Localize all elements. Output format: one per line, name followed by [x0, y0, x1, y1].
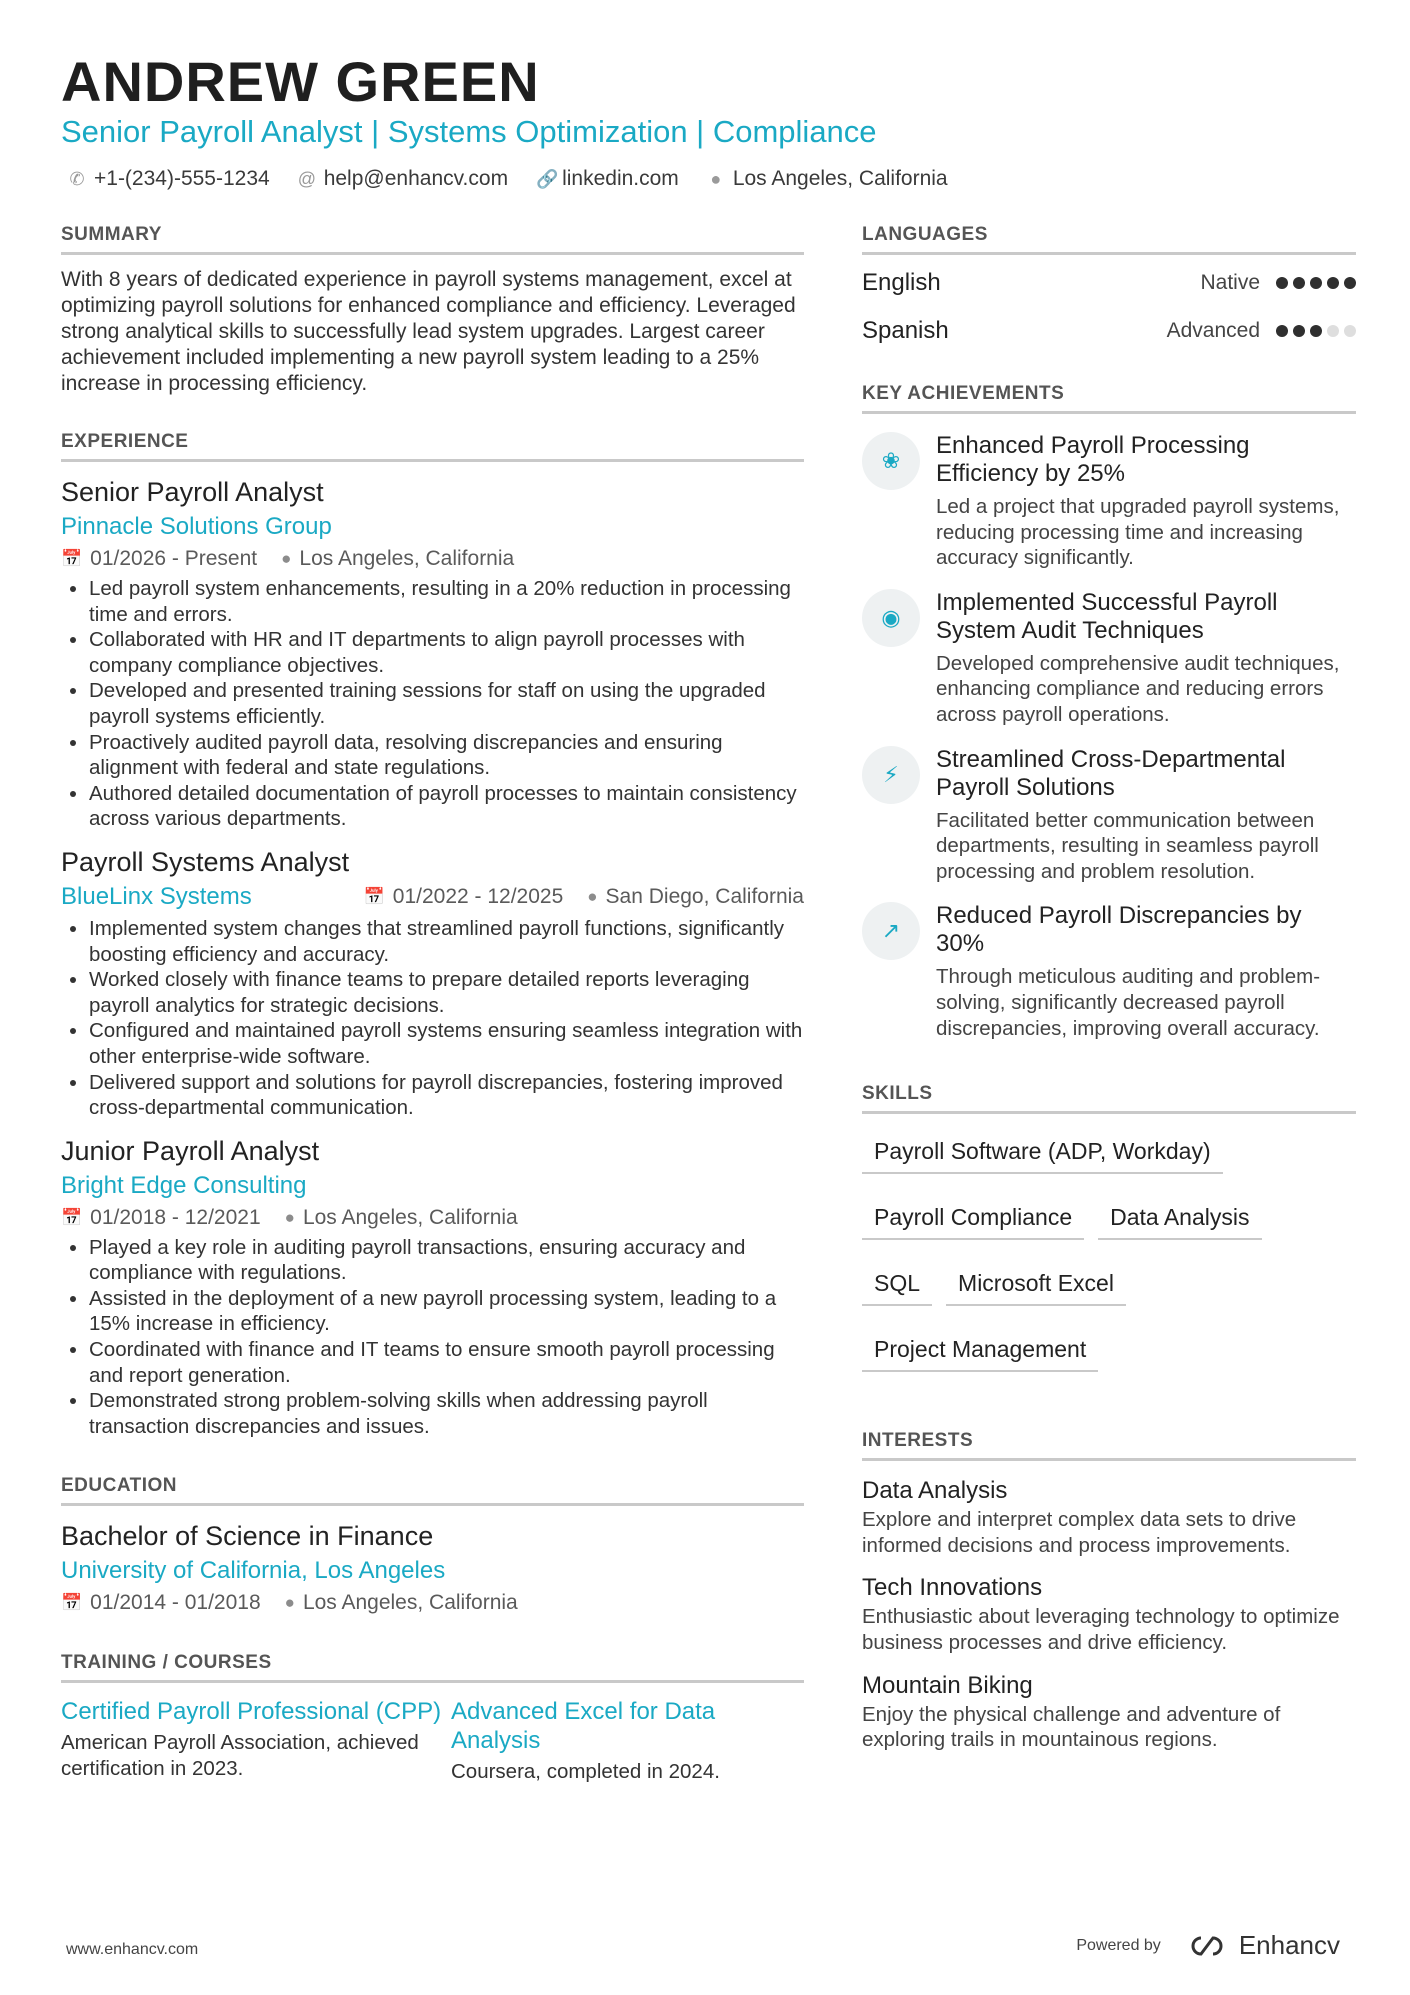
rating-dot-filled: [1293, 325, 1305, 337]
contact-location-text: Los Angeles, California: [732, 167, 948, 190]
job-bullet: • Proactively audited payroll data, resolving discrepancies and ensuring alignment with federal and state regulations.: [89, 730, 804, 781]
brand-name: Enhancv: [1238, 1930, 1340, 1960]
rating-dot-filled: [1327, 277, 1339, 289]
job-meta: [61, 544, 804, 574]
job-location: Los Angeles, California: [299, 547, 515, 570]
job-dates: 01/2022 - 12/2025: [392, 884, 564, 908]
languages-title: LANGUAGES: [862, 222, 1356, 255]
languages-section: [862, 222, 1356, 355]
achievement-title: Implemented Successful Payroll System Audit Techniques: [936, 588, 1278, 644]
skill-tag: Payroll Software (ADP, Workday): [862, 1136, 1223, 1174]
job-bullet: • Configured and maintained payroll systems ensuring seamless integration with other enterprise-wide software.: [89, 1018, 804, 1069]
language-level: Native: [1200, 271, 1260, 294]
contact-email[interactable]: [298, 164, 508, 194]
achievement-item: [862, 902, 1356, 1041]
job-dates: 01/2026 - Present: [90, 547, 258, 570]
language-name: Spanish: [862, 317, 949, 344]
skills-section: [862, 1081, 1356, 1372]
job-dates-wrap: [61, 544, 257, 574]
job-bullet: • Demonstrated strong problem-solving skills when addressing payroll transaction discrepancies and issues.: [89, 1388, 804, 1439]
job-bullet: • Implemented system changes that streamlined payroll functions, significantly boosting efficiency and accuracy.: [89, 916, 804, 967]
language-rating: [1276, 325, 1356, 337]
language-level-wrap: [1167, 319, 1356, 343]
job-bullet: • Developed and presented training sessions for staff on using the upgraded payroll systems efficiently.: [89, 678, 804, 729]
achievement-item: [862, 746, 1356, 885]
brand-logo-icon: [1183, 1934, 1229, 1958]
skill-tag: SQL: [862, 1268, 932, 1306]
education-location: Los Angeles, California: [302, 1591, 518, 1615]
achievement-title: Reduced Payroll Discrepancies by 30%: [936, 902, 1302, 958]
rating-dot-empty: [1327, 325, 1339, 337]
achievement-title: Enhanced Payroll Processing Efficiency by 25%: [936, 432, 1250, 487]
contact-linkedin[interactable]: [536, 164, 679, 194]
languages-list: [862, 259, 1356, 355]
experience-item: [61, 1133, 804, 1440]
job-location-wrap: [281, 544, 514, 574]
interests-title: INTERESTS: [862, 1428, 1356, 1461]
rating-dot-filled: [1276, 277, 1288, 289]
training-title: TRAINING / COURSES: [61, 1650, 804, 1683]
interest-item: [862, 1475, 1356, 1558]
job-location-wrap: [285, 1203, 518, 1233]
achievements-section: [862, 381, 1356, 1041]
calendar-icon: 📅: [61, 549, 83, 568]
contact-location: [707, 164, 948, 194]
summary-section: [61, 222, 804, 397]
job-company: BlueLinx Systems: [61, 882, 252, 910]
skills-title: SKILLS: [862, 1081, 1356, 1114]
experience-item: [61, 474, 804, 832]
achievement-body: [936, 589, 1356, 728]
brand-logo[interactable]: [1183, 1930, 1340, 1961]
job-bullets: [61, 916, 804, 1121]
achievement-body: [936, 432, 1356, 571]
language-level-wrap: [1200, 271, 1356, 295]
interest-title: Data Analysis: [862, 1477, 1008, 1505]
summary-text: With 8 years of dedicated experience in payroll systems management, excel at optimizing payroll solutions for enhanced compliance and efficiency. Leveraged strong analytical skills to successfully lead system upgrades. Largest career achievement included implementing a new payroll system leading to a 25% increase in processing efficiency.: [61, 268, 796, 395]
rating-dot-filled: [1344, 277, 1356, 289]
education-section: [61, 1473, 804, 1618]
interest-title: Mountain Biking: [862, 1671, 1033, 1699]
interests-section: [862, 1428, 1356, 1753]
language-level: Advanced: [1166, 319, 1260, 342]
training-grid: [61, 1697, 804, 1785]
calendar-icon: 📅: [61, 1593, 83, 1613]
language-name: English: [862, 269, 941, 296]
job-bullet: • Led payroll system enhancements, resulting in a 20% reduction in processing time and errors.: [89, 576, 804, 627]
language-row: [862, 307, 1356, 355]
job-bullet: • Played a key role in auditing payroll transactions, ensuring accuracy and compliance with regulations.: [89, 1235, 804, 1286]
job-meta: [364, 882, 804, 912]
interest-title: Tech Innovations: [862, 1574, 1043, 1602]
job-bullet: • Assisted in the deployment of a new payroll processing system, leading to a 15% increase in efficiency.: [89, 1286, 804, 1337]
job-bullets: [61, 1235, 804, 1440]
training-item-desc: Coursera, completed in 2024.: [451, 1760, 720, 1784]
candidate-tagline: Senior Payroll Analyst | Systems Optimization | Compliance: [61, 114, 877, 149]
achievement-body: [936, 746, 1356, 885]
link-icon: 🔗: [536, 169, 559, 189]
interest-desc: Enthusiastic about leveraging technology to optimize business processes and drive efficiency.: [862, 1605, 1340, 1654]
job-dates: 01/2018 - 12/2021: [90, 1205, 261, 1229]
award-icon: ❀: [862, 432, 920, 490]
education-item: [61, 1518, 804, 1618]
job-dates-wrap: [364, 882, 564, 912]
experience-item: [61, 844, 804, 1121]
at-icon: @: [297, 169, 316, 189]
experience-title: EXPERIENCE: [61, 429, 804, 462]
job-dates-wrap: [61, 1203, 261, 1233]
achievement-title: Streamlined Cross-Departmental Payroll Solutions: [936, 745, 1286, 801]
trend-icon: ↗: [862, 902, 920, 960]
powered-by-label: Powered by: [1076, 1936, 1161, 1954]
job-company: Bright Edge Consulting: [61, 1171, 307, 1199]
achievement-body: [936, 902, 1356, 1041]
left-column: [61, 222, 804, 1785]
job-role: Senior Payroll Analyst: [61, 477, 324, 507]
contact-email-text: help@enhancv.com: [323, 167, 509, 190]
training-item-desc: American Payroll Association, achieved certification in 2023.: [61, 1731, 419, 1781]
job-bullet: • Coordinated with finance and IT teams to ensure smooth payroll processing and report generation.: [89, 1337, 804, 1388]
contact-phone[interactable]: [68, 164, 270, 194]
calendar-icon: 📅: [61, 1207, 83, 1227]
candidate-name: ANDREW GREEN: [61, 50, 540, 113]
location-icon: ●: [281, 549, 292, 568]
experience-section: [61, 429, 804, 1439]
language-rating: [1276, 277, 1356, 289]
location-icon: ●: [284, 1207, 295, 1227]
training-item: [451, 1697, 804, 1785]
interest-desc: Explore and interpret complex data sets to drive informed decisions and process improvements.: [862, 1508, 1297, 1557]
skill-tag: Project Management: [862, 1334, 1098, 1372]
job-company: Pinnacle Solutions Group: [61, 513, 332, 540]
contact-linkedin-text: linkedin.com: [562, 167, 679, 190]
job-bullet: • Worked closely with finance teams to prepare detailed reports leveraging payroll analytics for strategic decisions.: [89, 967, 804, 1018]
achievements-title: KEY ACHIEVEMENTS: [862, 381, 1356, 414]
right-column: [862, 222, 1356, 1753]
skill-tag: Payroll Compliance: [862, 1202, 1084, 1240]
education-title: EDUCATION: [61, 1473, 804, 1506]
job-company-row: [61, 880, 804, 914]
achievement-item: [862, 589, 1356, 728]
summary-title: SUMMARY: [61, 222, 804, 255]
footer-brand: [1076, 1930, 1340, 1961]
training-item-title: Certified Payroll Professional (CPP): [61, 1698, 442, 1726]
contact-phone-text: +1-(234)-555-1234: [94, 167, 270, 190]
achievement-desc: Developed comprehensive audit techniques, enhancing compliance and reducing errors across payroll operations.: [936, 651, 1340, 726]
job-role: Junior Payroll Analyst: [61, 1135, 320, 1166]
location-icon: ●: [710, 169, 722, 189]
education-dates-wrap: [61, 1588, 261, 1618]
interest-desc: Enjoy the physical challenge and adventure of exploring trails in mountainous regions.: [862, 1702, 1281, 1752]
job-bullet: • Collaborated with HR and IT departments to align payroll processes with company compliance objectives.: [89, 627, 804, 678]
footer-website[interactable]: www.enhancv.com: [66, 1941, 199, 1958]
job-bullet: • Delivered support and solutions for payroll discrepancies, fostering improved cross-departmental communication.: [89, 1070, 804, 1121]
phone-icon: ✆: [69, 169, 85, 189]
location-icon: ●: [587, 886, 598, 906]
education-dates: 01/2014 - 01/2018: [90, 1591, 261, 1615]
training-section: [61, 1650, 804, 1785]
training-item: [61, 1697, 451, 1785]
achievement-desc: Through meticulous auditing and problem-solving, significantly decreased payroll discrepancies, improving overall accuracy.: [936, 965, 1321, 1040]
rating-dot-filled: [1276, 325, 1288, 337]
rating-dot-filled: [1293, 277, 1305, 289]
job-meta: [61, 1203, 804, 1233]
job-location: San Diego, California: [605, 884, 804, 908]
skills-list: [862, 1136, 1356, 1372]
calendar-icon: 📅: [363, 886, 385, 906]
rating-dot-filled: [1310, 277, 1322, 289]
brain-icon: ◉: [862, 589, 920, 647]
job-location: Los Angeles, California: [302, 1205, 518, 1229]
job-role: Payroll Systems Analyst: [61, 846, 350, 877]
skill-tag: Data Analysis: [1098, 1202, 1261, 1240]
education-degree: Bachelor of Science in Finance: [61, 1521, 434, 1552]
training-item-title: Advanced Excel for Data Analysis: [451, 1698, 716, 1755]
interest-item: [862, 1670, 1356, 1753]
job-location-wrap: [587, 882, 804, 912]
rating-dot-empty: [1344, 325, 1356, 337]
lightning-icon: ⚡: [862, 746, 920, 804]
job-bullets: [61, 576, 804, 832]
language-row: [862, 259, 1356, 307]
achievement-item: [862, 432, 1356, 571]
rating-dot-filled: [1310, 325, 1322, 337]
skill-tag: Microsoft Excel: [946, 1268, 1126, 1306]
job-bullet: • Authored detailed documentation of payroll processes to maintain consistency across various departments.: [89, 781, 804, 832]
achievement-desc: Facilitated better communication between departments, resulting in seamless payroll processing and problem resolution.: [936, 808, 1319, 883]
contact-bar: [68, 164, 948, 194]
achievement-desc: Led a project that upgraded payroll systems, reducing processing time and increasing accuracy significantly.: [936, 495, 1340, 570]
education-location-wrap: [285, 1588, 518, 1618]
interest-item: [862, 1572, 1356, 1655]
education-school: University of California, Los Angeles: [61, 1557, 446, 1585]
location-icon: ●: [284, 1593, 295, 1613]
education-meta: [61, 1588, 804, 1618]
